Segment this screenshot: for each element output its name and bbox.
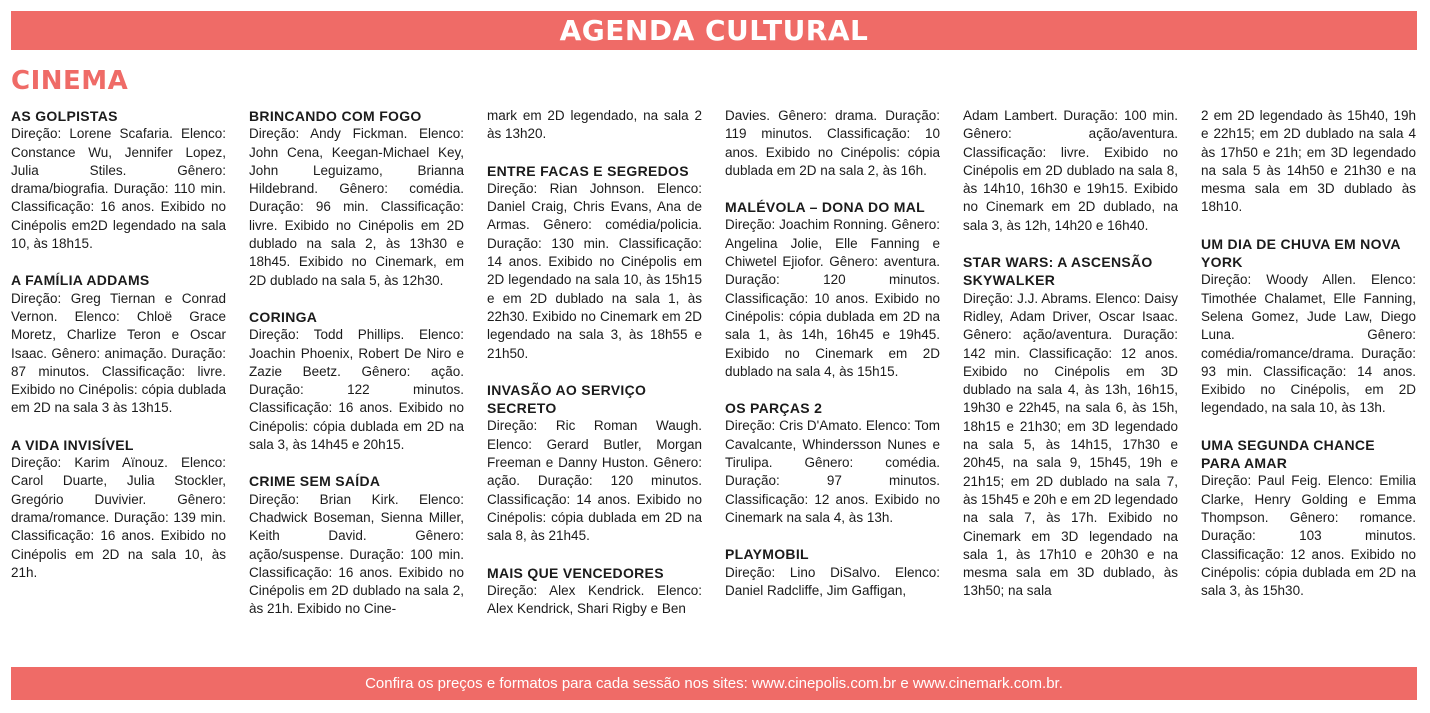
movie-title: UMA SEGUNDA CHANCE PARA AMAR [1201, 436, 1375, 472]
movie-details: Direção: Andy Fickman. Elenco: John Cena, Keegan-Michael Key, John Leguizamo, Brianna Hildebrand. Gênero: comédia. Duração: 96 min. Classificação: livre. Exibido no Cinépolis em 2D dublado na sala 2, às 13h30 e 18h45. Exibido no Cinemark, em 2D dublado na sala 5, às 12h30. [249, 126, 464, 288]
continued-text: mark em 2D legendado, na sala 2 às 13h20. [487, 108, 702, 142]
movie-title: BRINCANDO COM FOGO [249, 108, 422, 124]
movie-entry [249, 308, 464, 454]
movie-entry [725, 399, 940, 527]
movie-details: Direção: Ric Roman Waugh. Elenco: Gerard Butler, Morgan Freeman e Danny Huston. Gênero: ação. Duração: 120 minutos. Classificação: 14 anos. Exibido no Cinépolis: cópia dublada em 2D na sala 8, às 21h45. [487, 418, 702, 544]
movie-entry [1201, 436, 1416, 601]
movie-title: AS GOLPISTAS [11, 108, 118, 124]
movie-entry [487, 564, 702, 619]
footer-banner: Confira os preços e formatos para cada sessão nos sites: www.cinepolis.com.br e www.cinemark.com.br. [11, 667, 1417, 700]
movie-entry [487, 162, 702, 363]
movie-details: Direção: Lino DiSalvo. Elenco: Daniel Radcliffe, Jim Gaffigan, [725, 564, 940, 598]
continued-text: Davies. Gênero: drama. Duração: 119 minutos. Classificação: 10 anos. Exibido no Cinépolis: cópia dublada em 2D na sala 2, às 16h. [725, 108, 940, 178]
movie-details: Direção: Paul Feig. Elenco: Emilia Clarke, Henry Golding e Emma Thompson. Gênero: romance. Duração: 103 minutos. Classificação: 12 anos. Exibido no Cinépolis: cópia dublada em 2D na sala 3, às 15h30. [1201, 473, 1416, 599]
section-title: CINEMA [11, 66, 129, 96]
movie-details: Direção: Brian Kirk. Elenco: Chadwick Boseman, Sienna Miller, Keith David. Gênero: ação/suspense. Duração: 100 min. Classificação: 16 anos. Exibido no Cinépolis em 2D dublado na sala 2, às 21h. Exibido no Cine- [249, 491, 464, 617]
movie-title: CRIME SEM SAÍDA [249, 473, 381, 490]
column-4 [725, 107, 940, 618]
movie-entry [725, 545, 940, 600]
movie-title: STAR WARS: A ASCENSÃO SKYWALKER [963, 254, 1153, 289]
movie-title: A VIDA INVISÍVEL [11, 436, 134, 453]
movie-entry [487, 381, 702, 546]
movie-entry [249, 472, 464, 618]
column-2 [249, 107, 464, 637]
movie-details: Direção: J.J. Abrams. Elenco: Daisy Ridley, Adam Driver, Oscar Isaac. Gênero: ação/aventura. Duração: 142 min. Classificação: 12 anos. Exibido no Cinépolis em 3D dublado na sala 4, às 13h, 16h15, 19h30 e 22h45, na sala 6, às 15h, 18h15 e 21h30; em 3D legendado na sala 5, às 14h15, 17h30 e 20h45, na sala 9, 15h45, 19h e 21h15; em 2D dublado na sala 7, às 15h45 e 20h e em 2D legendado na sala 7, às 17h. Exibido no Cinemark em 3D legendado na sala 1, às 17h10 e 20h30 e na mesma sala em 3D dublado, às 13h50; na sala [963, 290, 1178, 599]
movie-title: CORINGA [249, 308, 318, 325]
movie-entry [1201, 235, 1416, 418]
movie-title: PLAYMOBIL [725, 546, 809, 563]
column-6 [1201, 107, 1416, 618]
movie-entry [11, 271, 226, 417]
movie-title: UM DIA DE CHUVA EM NOVA YORK [1201, 235, 1401, 271]
movie-details: Direção: Alex Kendrick. Elenco: Alex Kendrick, Shari Rigby e Ben [487, 582, 702, 617]
movie-details: Direção: Karim Aïnouz. Elenco: Carol Duarte, Julia Stockler, Gregório Duvivier. Gênero: drama/romance. Duração: 139 min. Classificação: 16 anos. Exibido no Cinépolis em 2D na sala 10, às 21h. [11, 455, 226, 580]
movie-entry [963, 253, 1178, 601]
movie-title: OS PARÇAS 2 [725, 400, 823, 417]
movie-title: ENTRE FACAS E SEGREDOS [487, 162, 689, 179]
movie-title: MAIS QUE VENCEDORES [487, 564, 664, 581]
movie-title: MALÉVOLA – DONA DO MAL [725, 199, 926, 216]
movie-details: Direção: Rian Johnson. Elenco: Daniel Craig, Chris Evans, Ana de Armas. Gênero: comédia/policia. Duração: 130 min. Classificação: 14 anos. Exibido no Cinépolis em 2D legendado na sala 10, às 15h15 e em 2D dublado na sala 1, às 22h30. Exibido no Cinemark em 2D legendado na sala 3, às 18h55 e 21h50. [487, 180, 702, 361]
movie-title: A FAMÍLIA ADDAMS [11, 272, 150, 289]
column-5 [963, 107, 1178, 619]
movie-entry [249, 107, 464, 290]
page-banner: AGENDA CULTURAL [11, 11, 1417, 50]
continued-text: 2 em 2D legendado às 15h40, 19h e 22h15; em 2D dublado na sala 4 às 17h50 e 21h; em 3D legendado na sala 5 às 14h50 e 21h30 e na mesma sala em 3D dublado às 18h10. [1201, 108, 1416, 215]
movie-entry [11, 436, 226, 582]
column-3 [487, 107, 702, 636]
movie-details: Direção: Lorene Scafaria. Elenco: Constance Wu, Jennifer Lopez, Julia Stiles. Gênero: drama/biografia. Duração: 110 min. Classificação: 16 anos. Exibido no Cinépolis em2D legendado na sala 10, às 18h15. [11, 126, 226, 252]
movie-entry [725, 198, 940, 381]
column-1 [11, 107, 226, 600]
movie-entry [11, 107, 226, 253]
movie-details: Direção: Greg Tiernan e Conrad Vernon. Elenco: Chloë Grace Moretz, Charlize Teron e Oscar Isaac. Gênero: animação. Duração: 87 minutos. Classificação: livre. Exibido no Cinépolis: cópia dublada em 2D na sala 3 às 13h15. [11, 290, 226, 416]
movie-details: Direção: Cris D'Amato. Elenco: Tom Cavalcante, Whindersson Nunes e Tirulipa. Gênero: comédia. Duração: 97 minutos. Classificação: 12 anos. Exibido no Cinemark na sala 4, às 13h. [725, 418, 940, 525]
continued-text: Adam Lambert. Duração: 100 min. Gênero: ação/aventura. Classificação: livre. Exibido no Cinépolis em 2D dublado na sala 8, às 14h10, 16h30 e 19h15. Exibido no Cinemark em 2D dublado, na sala 3, às 12h, 14h20 e 16h40. [963, 108, 1178, 233]
movie-details: Direção: Woody Allen. Elenco: Timothée Chalamet, Elle Fanning, Selena Gomez, Jude Law, Diego Luna. Gênero: comédia/romance/drama. Duração: 93 min. Classificação: 14 anos. Exibido no Cinépolis, em 2D legendado, na sala 10, às 13h. [1201, 272, 1416, 416]
movie-details: Direção: Todd Phillips. Elenco: Joachin Phoenix, Robert De Niro e Zazie Beetz. Gênero: ação. Duração: 122 minutos. Classificação: 16 anos. Exibido no Cinépolis: cópia dublada em 2D na sala 3, às 14h45 e 20h15. [249, 327, 464, 453]
movie-details: Direção: Joachim Ronning. Gênero: Angelina Jolie, Elle Fanning e Chiwetel Ejiofor. Gênero: aventura. Duração: 120 minutos. Classificação: 10 anos. Exibido no Cinépolis: cópia dublada em 2D na sala 1, às 14h, 16h45 e 19h45. Exibido no Cinemark em 2D dublado na sala 4, às 15h15. [725, 217, 940, 379]
movie-title: INVASÃO AO SERVIÇO SECRETO [487, 381, 647, 417]
